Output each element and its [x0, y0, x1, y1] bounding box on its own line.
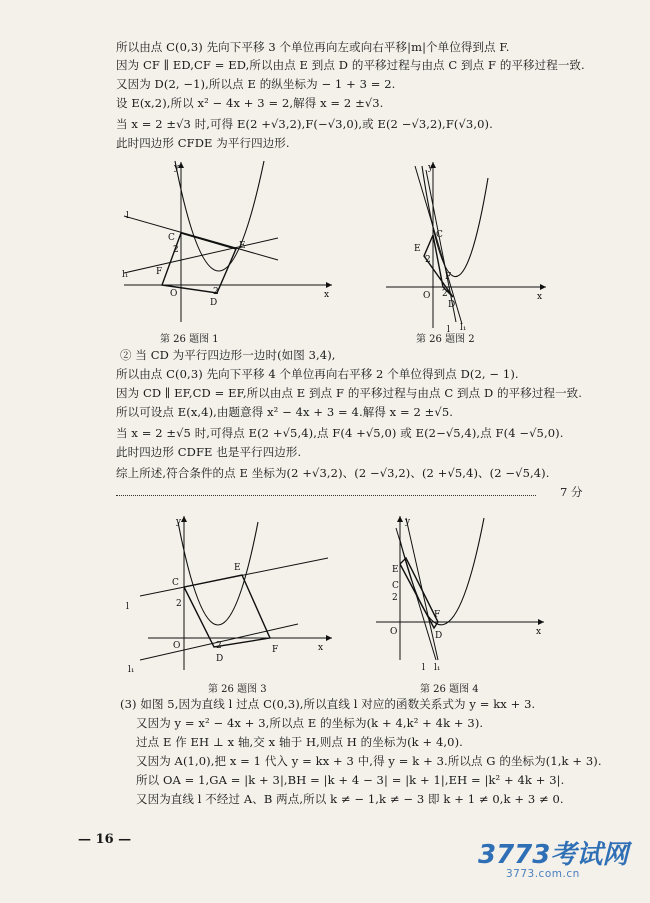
text-line: 所以由点 C(0,3) 先向下平移 4 个单位再向右平移 2 个单位得到点 D(2, − 1). — [116, 367, 519, 381]
y-axis-arrow-icon — [181, 516, 187, 522]
text-line: 又因为 y = x² − 4x + 3,所以点 E 的坐标为(k + 4,k² + 4k + 3). — [136, 716, 484, 730]
figure-3-caption: 第 26 题图 3 — [208, 684, 267, 695]
label-l: l — [126, 211, 129, 221]
label-e: E — [239, 241, 246, 251]
score-mark: 7 分 — [560, 485, 583, 499]
label-f: F — [434, 610, 441, 620]
text-line: 所以由点 C(0,3) 先向下平移 3 个单位再向左或向右平移|m|个单位得到点 F. — [116, 40, 510, 54]
text-line: 综上所述,符合条件的点 E 坐标为(2 +√3,2)、(2 −√3,2)、(2 +√5,4)、(2 −√5,4). — [116, 466, 550, 480]
figure-1 — [118, 156, 338, 326]
label-x: x — [536, 627, 542, 637]
label-2-y: 2 — [392, 593, 398, 603]
label-y: y — [174, 163, 180, 173]
page-number: — 16 — — [78, 832, 132, 847]
segment-ce — [181, 233, 236, 249]
label-f: F — [272, 645, 279, 655]
parallelogram — [184, 575, 270, 647]
label-d: D — [448, 300, 456, 310]
text-line: 所以 OA = 1,GA = |k + 3|,BH = |k + 4 − 3| = |k + 1|,EH = |k² + 4k + 3|. — [136, 773, 565, 787]
figure-1-caption: 第 26 题图 1 — [160, 334, 219, 345]
text-line: 因为 CF ∥ ED,CF = ED,所以由点 E 到点 D 的平移过程与由点 C 到点 F 的平移过程一致. — [116, 58, 585, 72]
label-c: C — [436, 230, 443, 240]
label-x: x — [537, 292, 543, 302]
text-line: 所以可设点 E(x,4),由题意得 x² − 4x + 3 = 4.解得 x = 2 ±√5. — [116, 405, 454, 419]
label-c: C — [168, 233, 175, 243]
text-line: 当 x = 2 ±√5 时,可得点 E(2 +√5,4),点 F(4 +√5,0) 或 E(2−√5,4),点 F(4 −√5,0). — [116, 426, 564, 440]
x-axis-arrow-icon — [538, 619, 544, 625]
label-o: O — [170, 289, 178, 299]
text-line: 此时四边形 CDFE 也是平行四边形. — [116, 445, 302, 459]
label-f: F — [445, 272, 452, 282]
label-e: E — [414, 244, 421, 254]
label-l: l — [126, 602, 129, 612]
label-l: l — [447, 325, 450, 334]
label-y: y — [405, 517, 411, 527]
x-axis-arrow-icon — [326, 635, 332, 641]
label-e: E — [234, 563, 241, 573]
label-o: O — [423, 291, 431, 301]
label-l1: l₁ — [460, 323, 467, 333]
parabola — [175, 161, 264, 271]
label-x: x — [318, 643, 324, 653]
label-2-y: 2 — [176, 599, 182, 609]
watermark-logo: 3773考试网 — [478, 840, 629, 870]
label-o: O — [390, 627, 398, 637]
figure-3 — [118, 508, 340, 680]
label-d: D — [210, 298, 218, 308]
text-line: 此时四边形 CFDE 为平行四边形. — [116, 136, 290, 150]
label-l1: l₁ — [122, 270, 129, 280]
label-2-y: 2 — [425, 255, 431, 265]
text-line: 因为 CD ∥ EF,CD = EF,所以由点 E 到点 F 的平移过程与由点 C 到点 D 的平移过程一致. — [116, 386, 583, 400]
label-y: y — [428, 163, 434, 173]
label-c: C — [172, 578, 179, 588]
parallelogram — [400, 558, 441, 628]
text-line: 又因为 D(2, −1),所以点 E 的纵坐标为 − 1 + 3 = 2. — [116, 77, 396, 91]
watermark-url: 3773.com.cn — [506, 868, 580, 880]
text-line: 又因为直线 l 不经过 A、B 两点,所以 k ≠ − 1,k ≠ − 3 即 k + 1 ≠ 0,k + 3 ≠ 0. — [136, 792, 564, 806]
label-d: D — [435, 631, 443, 641]
label-f: F — [156, 267, 163, 277]
label-2-x: 2 — [442, 289, 448, 299]
text-line: (3) 如图 5,因为直线 l 过点 C(0,3),所以直线 l 对应的函数关系式为 y = kx + 3. — [120, 697, 536, 711]
label-c: C — [392, 581, 399, 591]
parabola — [178, 522, 258, 625]
text-line: 当 x = 2 ±√3 时,可得 E(2 +√3,2),F(−√3,0),或 E(2 −√3,2),F(√3,0). — [116, 117, 493, 131]
text-line: 又因为 A(1,0),把 x = 1 代入 y = kx + 3 中,得 y = k + 3.所以点 G 的坐标为(1,k + 3). — [136, 754, 602, 768]
x-axis-arrow-icon — [326, 282, 332, 288]
label-x: x — [324, 290, 330, 300]
label-l1: l₁ — [128, 665, 135, 675]
label-y: y — [176, 517, 182, 527]
text-line: 设 E(x,2),所以 x² − 4x + 3 = 2,解得 x = 2 ±√3. — [116, 96, 384, 110]
label-2-y: 2 — [173, 245, 179, 255]
label-2-x: 2 — [216, 641, 222, 651]
label-d: D — [216, 654, 224, 664]
label-e: E — [392, 565, 399, 575]
figure-4-caption: 第 26 题图 4 — [420, 684, 479, 695]
y-axis-arrow-icon — [397, 516, 403, 522]
line-l1 — [124, 238, 278, 273]
dotted-leader — [116, 489, 536, 496]
label-l: l — [422, 663, 425, 673]
label-l1: l₁ — [434, 663, 441, 673]
x-axis-arrow-icon — [540, 284, 546, 290]
text-line: 过点 E 作 EH ⊥ x 轴,交 x 轴于 H,则点 H 的坐标为(k + 4,0). — [136, 735, 463, 749]
label-2-x: 2 — [213, 287, 219, 297]
figure-2-caption: 第 26 题图 2 — [416, 334, 475, 345]
text-line: ② 当 CD 为平行四边形一边时(如图 3,4), — [120, 348, 336, 362]
figure-2 — [382, 156, 552, 334]
label-o: O — [173, 641, 181, 651]
figure-4 — [370, 510, 550, 682]
